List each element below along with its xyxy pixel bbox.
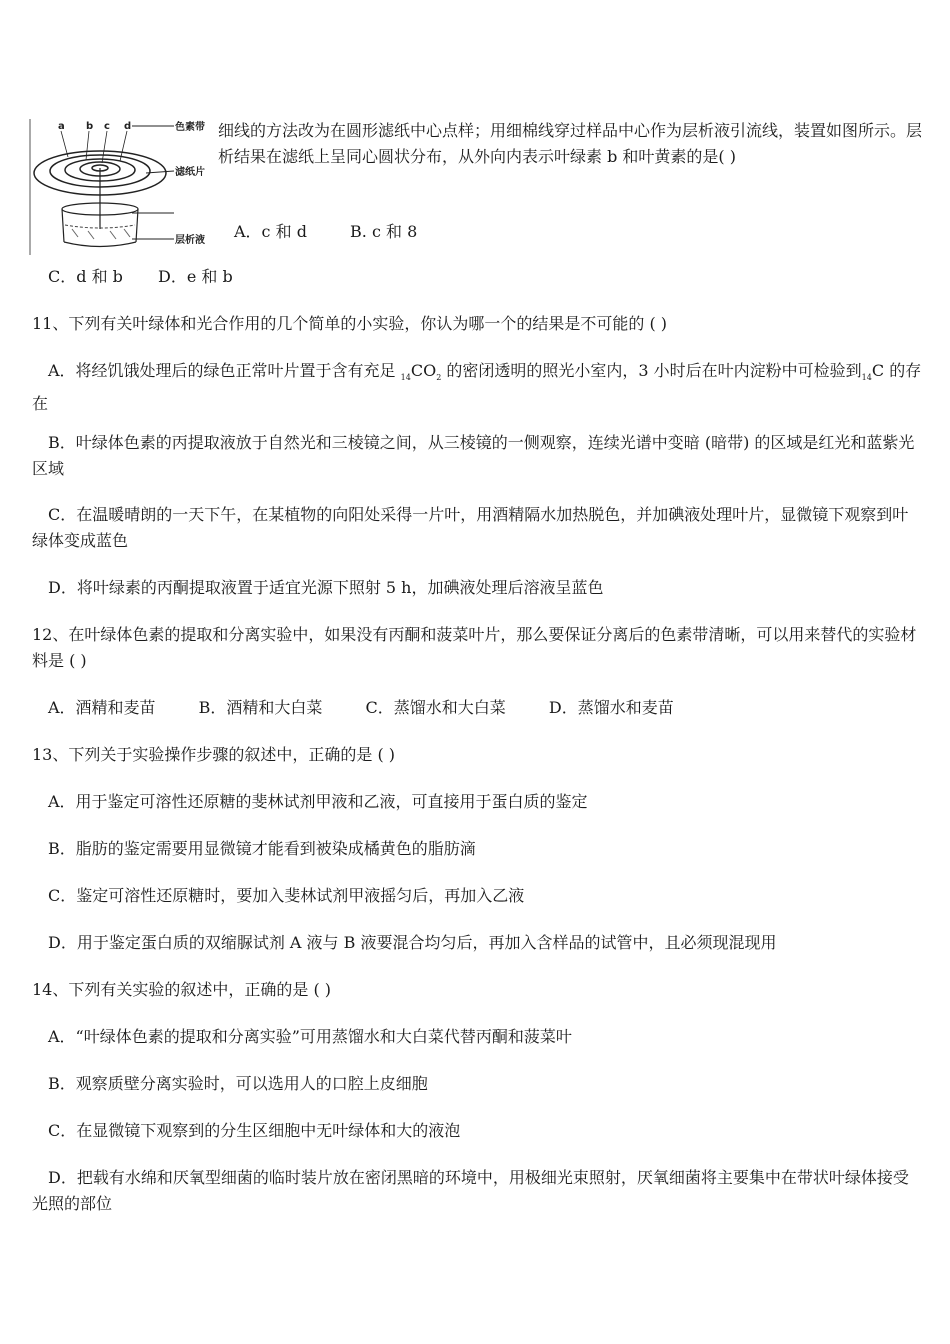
- q12-stem: 12、在叶绿体色素的提取和分离实验中，如果没有丙酮和菠菜叶片，那么要保证分离后的色素带清晰，可以用来替代的实验材料是 ( ): [32, 625, 917, 670]
- q10-option-d: D．e 和 b: [158, 267, 233, 286]
- q10-option-a: A．c 和 d: [234, 222, 307, 241]
- q10-options-ab: [234, 219, 455, 242]
- figure-label-d: d: [124, 121, 132, 132]
- q11-option-d: D．将叶绿素的丙酮提取液置于适宜光源下照射 5 h，加碘液处理后溶液呈蓝色: [48, 578, 604, 597]
- figure-label-b: b: [86, 121, 94, 132]
- chromatography-diagram: [28, 117, 218, 257]
- q13-stem: 13、下列关于实验操作步骤的叙述中，正确的是 ( ): [32, 745, 396, 764]
- q14-stem: 14、下列有关实验的叙述中，正确的是 ( ): [32, 980, 332, 999]
- q13-option-d: D．用于鉴定蛋白质的双缩脲试剂 A 液与 B 液要混合均匀后，再加入含样品的试管中，且必须现混现用: [48, 933, 777, 952]
- figure-label-solvent: 层析液: [175, 235, 205, 246]
- chromatography-figure: [28, 117, 218, 257]
- figure-label-paper: 滤纸片: [175, 167, 205, 178]
- figure-label-a: a: [58, 121, 65, 132]
- q13-option-c: C．鉴定可溶性还原糖时，要加入斐林试剂甲液摇匀后，再加入乙液: [48, 886, 525, 905]
- q10-option-c: C．d 和 b: [48, 267, 123, 286]
- q10-options-cd: [48, 264, 938, 290]
- q14-option-c: C．在显微镜下观察到的分生区细胞中无叶绿体和大的液泡: [48, 1121, 461, 1140]
- q10-stem: 细线的方法改为在圆形滤纸中心点样；用细棉线穿过样品中心作为层析液引流线，装置如图所示。层析结果在滤纸上呈同心圆状分布，从外向内表示叶绿素 b 和叶黄素的是( ): [218, 121, 923, 166]
- figure-label-band: 色素带: [175, 122, 205, 133]
- q12-options: [48, 695, 712, 718]
- q12-option-c: C．蒸馏水和大白菜: [365, 698, 506, 717]
- q11-option-a: A．将经饥饿处理后的绿色正常叶片置于含有充足 $_{14}CO_2$ 的密闭透明的照光小室内，3 小时后在叶内淀粉中可检验到$_{14}$C 的存在: [32, 361, 922, 414]
- q13-option-b: B．脂肪的鉴定需要用显微镜才能看到被染成橘黄色的脂肪滴: [48, 839, 476, 858]
- q14-option-d: D．把载有水绵和厌氧型细菌的临时装片放在密闭黑暗的环境中，用极细光束照射，厌氧细菌将主要集中在带状叶绿体接受光照的部位: [32, 1168, 909, 1213]
- q14-option-a: A．“叶绿体色素的提取和分离实验”可用蒸馏水和大白菜代替丙酮和菠菜叶: [48, 1027, 572, 1046]
- q13-option-a: A．用于鉴定可溶性还原糖的斐林试剂甲液和乙液，可直接用于蛋白质的鉴定: [48, 792, 588, 811]
- q12-option-a: A．酒精和麦苗: [48, 698, 156, 717]
- q10-option-b: B. c 和 8: [350, 222, 418, 241]
- figure-label-c: c: [104, 121, 110, 132]
- q11-option-b: B．叶绿体色素的丙提取液放于自然光和三棱镜之间，从三棱镜的一侧观察，连续光谱中变暗 (暗带) 的区域是红光和蓝紫光区域: [32, 433, 915, 478]
- q14-option-b: B．观察质壁分离实验时，可以选用人的口腔上皮细胞: [48, 1074, 428, 1093]
- q11-option-c: C．在温暖晴朗的一天下午，在某植物的向阳处采得一片叶，用酒精隔水加热脱色，并加碘液处理叶片，显微镜下观察到叶绿体变成蓝色: [32, 505, 909, 550]
- q11-stem: 11、下列有关叶绿体和光合作用的几个简单的小实验，你认为哪一个的结果是不可能的 ( ): [32, 314, 668, 333]
- q12-option-b: B．酒精和大白菜: [198, 698, 323, 717]
- q12-option-d: D．蒸馏水和麦苗: [548, 698, 674, 717]
